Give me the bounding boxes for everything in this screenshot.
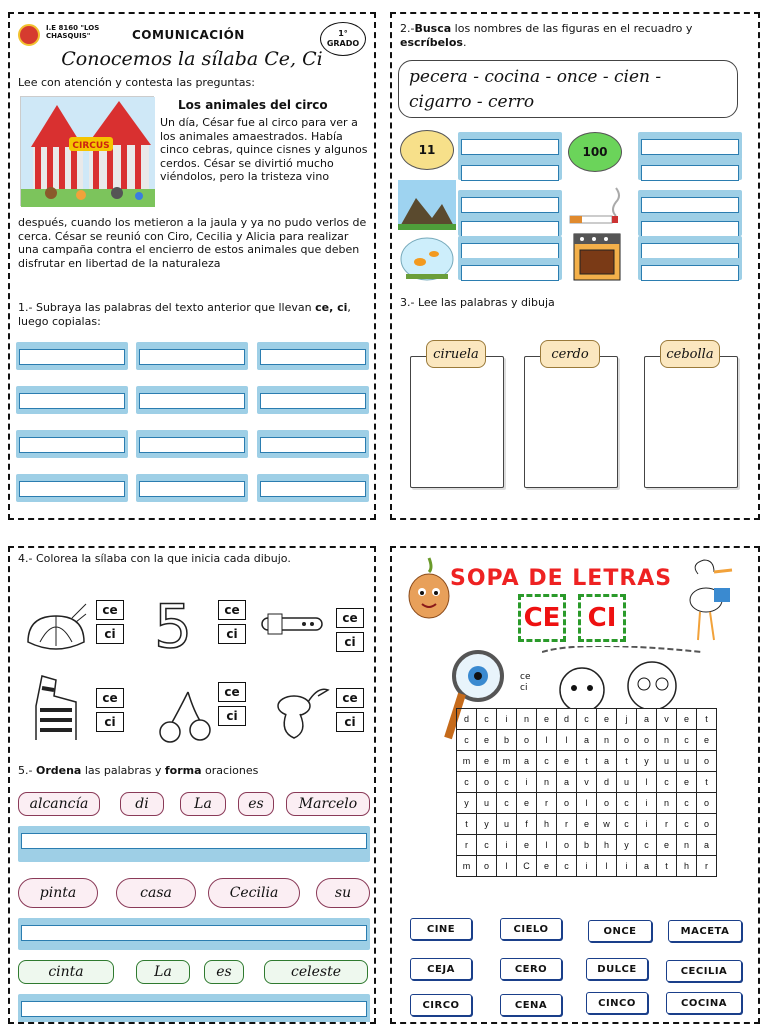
circus-sign: CIRCUS <box>72 141 110 151</box>
syllable-reminder <box>520 672 531 694</box>
grid-cell[interactable]: t <box>577 751 597 772</box>
question-2-bold-2: escríbelos <box>400 36 463 49</box>
grid-cell[interactable]: l <box>637 772 657 793</box>
grid-row <box>457 814 717 835</box>
grid-cell[interactable]: e <box>597 709 617 730</box>
grid-row <box>457 709 717 730</box>
word-item: CENA <box>500 994 562 1016</box>
grid-cell[interactable]: n <box>657 730 677 751</box>
word-cloud[interactable]: casa <box>116 878 196 908</box>
answer-line[interactable] <box>257 342 369 370</box>
answer-line[interactable] <box>257 386 369 414</box>
grid-cell[interactable]: c <box>557 856 577 877</box>
find-names-panel <box>390 12 760 520</box>
grid-cell[interactable]: b <box>497 730 517 751</box>
grid-cell[interactable]: v <box>657 709 677 730</box>
syllable-ci-card: CI <box>578 594 626 642</box>
syllable-ce[interactable]: ce <box>96 600 124 620</box>
grid-cell[interactable]: d <box>597 772 617 793</box>
number-five-icon: 5 <box>154 592 193 662</box>
grid-cell[interactable]: o <box>557 835 577 856</box>
question-5 <box>18 764 258 777</box>
number-hundred-badge: 100 <box>568 132 622 172</box>
word-search-panel <box>390 546 760 1024</box>
grid-cell[interactable]: d <box>557 709 577 730</box>
grid-cell[interactable]: c <box>617 814 637 835</box>
grid-cell[interactable]: a <box>557 772 577 793</box>
sentence-line[interactable] <box>18 826 370 862</box>
grid-row <box>457 730 717 751</box>
grid-row <box>457 793 717 814</box>
grid-cell[interactable]: c <box>677 793 697 814</box>
school-name: I.E 8160 "LOS CHASQUIS" <box>46 24 100 40</box>
word-chip[interactable]: es <box>238 792 274 816</box>
grid-cell[interactable]: u <box>497 814 517 835</box>
cigarette-icon <box>568 182 626 232</box>
subject-title: COMUNICACIÓN <box>132 28 245 42</box>
word-bank: pecera - cocina - once - cien - cigarro - cerro <box>398 60 738 118</box>
answer-line[interactable] <box>638 158 742 180</box>
word-tag-cebolla: cebolla <box>660 340 720 368</box>
grid-cell[interactable]: c <box>497 772 517 793</box>
onion-mascot-icon <box>406 556 452 626</box>
grid-cell[interactable]: u <box>477 793 497 814</box>
cherries-icon <box>156 688 216 748</box>
grid-cell[interactable]: r <box>537 793 557 814</box>
story-paragraph-continued: después, cuando los metieron a la jaula y ya no pudo verlos de cerca. César se reunió con Ciro, Cecilia y Alicia para realizar una campaña contra el encierro de estos animales que deben disfrutar en libertad de la naturaleza <box>18 216 367 270</box>
mini-ci: ci <box>520 683 528 693</box>
grid-cell[interactable]: e <box>517 835 537 856</box>
grid-cell[interactable]: r <box>697 856 717 877</box>
answer-line[interactable] <box>16 386 128 414</box>
grid-cell[interactable]: i <box>617 856 637 877</box>
question-5-bold-2: forma <box>164 764 202 777</box>
grid-cell[interactable]: u <box>677 751 697 772</box>
question-2-bold: Busca <box>414 22 452 35</box>
onion-icon <box>20 598 90 662</box>
answer-line[interactable] <box>136 430 248 458</box>
grid-cell[interactable]: h <box>537 814 557 835</box>
word-chip[interactable]: celeste <box>264 960 368 984</box>
grid-cell[interactable]: m <box>457 751 477 772</box>
grid-cell[interactable]: a <box>697 835 717 856</box>
grid-cell[interactable]: i <box>497 835 517 856</box>
fishbowl-icon <box>398 232 456 282</box>
answer-line[interactable] <box>16 474 128 502</box>
grid-cell[interactable]: i <box>577 856 597 877</box>
word-cloud[interactable]: Cecilia <box>208 878 300 908</box>
grid-cell[interactable]: C <box>517 856 537 877</box>
grid-cell[interactable]: y <box>617 835 637 856</box>
word-chip[interactable]: La <box>180 792 226 816</box>
grid-cell[interactable]: o <box>697 814 717 835</box>
answer-line[interactable] <box>638 214 742 236</box>
question-5-number: 5.- <box>18 764 36 777</box>
story-paragraph: Un día, César fue al circo para ver a los animales amaestrados. Había cinco cebras, quince cisnes y algunos cerdos. César se divirtió mucho viéndolos, pero la tristeza vino <box>160 116 368 183</box>
answer-line[interactable] <box>136 474 248 502</box>
question-5-bold: Ordena <box>35 764 82 777</box>
school-logo-icon <box>18 24 40 46</box>
answer-line[interactable] <box>136 386 248 414</box>
grid-cell[interactable]: a <box>637 856 657 877</box>
grid-cell[interactable]: l <box>537 835 557 856</box>
word-item: COCINA <box>666 992 742 1014</box>
syllable-ce[interactable]: ce <box>218 600 246 620</box>
stork-icon <box>260 684 334 748</box>
letter-grid <box>456 708 717 877</box>
grid-cell[interactable]: a <box>517 751 537 772</box>
mini-ce: ce <box>520 672 531 682</box>
grid-cell[interactable]: r <box>657 814 677 835</box>
grid-row <box>457 772 717 793</box>
word-tag-cerdo: cerdo <box>540 340 600 368</box>
grid-cell[interactable]: c <box>577 709 597 730</box>
grid-cell[interactable]: n <box>657 793 677 814</box>
grid-cell[interactable]: u <box>617 772 637 793</box>
grid-cell[interactable]: l <box>497 856 517 877</box>
grid-cell[interactable]: n <box>677 835 697 856</box>
grid-cell[interactable]: o <box>637 730 657 751</box>
grid-cell[interactable]: e <box>477 751 497 772</box>
grid-cell[interactable]: n <box>597 730 617 751</box>
grid-cell[interactable]: t <box>457 814 477 835</box>
story-title: Los animales del circo <box>178 98 328 112</box>
grid-cell[interactable]: l <box>537 730 557 751</box>
grid-cell[interactable]: l <box>557 730 577 751</box>
drawing-box[interactable] <box>644 356 738 488</box>
kids-peeking-icon <box>542 646 702 712</box>
word-item: CINE <box>410 918 472 940</box>
circus-illustration <box>20 96 154 206</box>
grid-cell[interactable]: y <box>637 751 657 772</box>
grade-label: GRADO <box>326 39 360 48</box>
grid-cell[interactable]: i <box>637 793 657 814</box>
grid-cell[interactable]: c <box>637 835 657 856</box>
grid-cell[interactable]: b <box>577 835 597 856</box>
grid-cell[interactable]: e <box>697 730 717 751</box>
grid-cell[interactable]: d <box>457 709 477 730</box>
syllable-ce-card: CE <box>518 594 566 642</box>
grid-cell[interactable]: o <box>697 751 717 772</box>
word-chip[interactable]: cinta <box>18 960 114 984</box>
reading-instruction: Lee con atención y contesta las preguntas: <box>18 76 255 89</box>
answer-line[interactable] <box>16 430 128 458</box>
stork-mascot-icon <box>678 552 740 648</box>
grid-cell[interactable]: c <box>677 730 697 751</box>
word-chip[interactable]: di <box>120 792 164 816</box>
grid-cell[interactable]: t <box>617 751 637 772</box>
answer-line[interactable] <box>638 132 742 160</box>
grid-cell[interactable]: m <box>457 856 477 877</box>
grid-cell[interactable]: e <box>517 793 537 814</box>
grid-cell[interactable]: f <box>517 814 537 835</box>
drawing-box[interactable] <box>524 356 618 488</box>
belt-icon <box>260 604 330 648</box>
answer-line[interactable] <box>458 158 562 180</box>
question-1-bold: ce, ci <box>315 301 348 314</box>
grid-row <box>457 856 717 877</box>
stove-icon <box>568 230 626 280</box>
grid-cell[interactable]: v <box>577 772 597 793</box>
syllable-ce[interactable]: ce <box>96 688 124 708</box>
grid-cell[interactable]: o <box>477 772 497 793</box>
word-cloud[interactable]: su <box>316 878 370 908</box>
word-item: DULCE <box>586 958 648 980</box>
grid-cell[interactable]: a <box>637 709 657 730</box>
grid-cell[interactable]: e <box>537 856 557 877</box>
grid-cell[interactable]: c <box>677 814 697 835</box>
grid-cell[interactable]: t <box>697 772 717 793</box>
grid-cell[interactable]: c <box>497 793 517 814</box>
grid-cell[interactable]: c <box>477 835 497 856</box>
grid-cell[interactable]: m <box>497 751 517 772</box>
grid-cell[interactable]: e <box>557 751 577 772</box>
grid-cell[interactable]: e <box>577 814 597 835</box>
grid-cell[interactable]: t <box>657 856 677 877</box>
grid-cell[interactable]: o <box>557 793 577 814</box>
grid-cell[interactable]: c <box>477 709 497 730</box>
question-2-end: . <box>462 36 467 49</box>
zebra-icon <box>22 666 86 750</box>
syllable-ci[interactable]: ci <box>336 632 364 652</box>
word-chip[interactable]: Marcelo <box>286 792 370 816</box>
word-chip[interactable]: alcancía <box>18 792 100 816</box>
question-2 <box>400 22 752 50</box>
grid-cell[interactable]: o <box>597 793 617 814</box>
drawing-box[interactable] <box>410 356 504 488</box>
question-1-text: 1.- Subraya las palabras del texto anterior que llevan <box>18 301 316 314</box>
question-2-text: los nombres de las figuras en el recuadro y <box>451 22 693 35</box>
answer-line[interactable] <box>458 258 562 280</box>
sentence-line[interactable] <box>18 994 370 1024</box>
question-1-end: , luego copialas: <box>18 301 351 328</box>
word-item: CERO <box>500 958 562 980</box>
grade-number: 1° <box>338 29 348 38</box>
syllables-panel <box>8 546 376 1024</box>
word-item: CIELO <box>500 918 562 940</box>
question-3: 3.- Lee las palabras y dibuja <box>400 296 555 309</box>
hill-icon <box>398 180 456 230</box>
syllable-ci[interactable]: ci <box>96 624 124 644</box>
grid-cell[interactable]: i <box>497 709 517 730</box>
word-search-title: SOPA DE LETRAS <box>450 566 673 591</box>
grid-cell[interactable]: n <box>537 772 557 793</box>
question-1 <box>18 301 372 329</box>
answer-line[interactable] <box>257 430 369 458</box>
word-chip[interactable]: es <box>204 960 244 984</box>
word-item: MACETA <box>668 920 742 942</box>
syllable-ci[interactable]: ci <box>336 712 364 732</box>
syllable-ci[interactable]: ci <box>218 624 246 644</box>
grid-cell[interactable]: o <box>517 730 537 751</box>
syllable-ce[interactable]: ce <box>336 688 364 708</box>
question-5-text: las palabras y <box>81 764 165 777</box>
word-item: CEJA <box>410 958 472 980</box>
grid-cell[interactable]: e <box>677 709 697 730</box>
grid-cell[interactable]: u <box>657 751 677 772</box>
answer-line[interactable] <box>458 132 562 160</box>
grid-cell[interactable]: c <box>537 751 557 772</box>
question-2-number: 2.- <box>400 22 415 35</box>
grid-cell[interactable]: o <box>477 856 497 877</box>
sentence-line[interactable] <box>18 918 370 950</box>
grid-cell[interactable]: i <box>637 814 657 835</box>
grid-row <box>457 751 717 772</box>
word-chip[interactable]: La <box>136 960 190 984</box>
grid-cell[interactable]: y <box>477 814 497 835</box>
grid-cell[interactable]: c <box>657 772 677 793</box>
grid-cell[interactable]: h <box>597 835 617 856</box>
lesson-panel <box>8 12 376 520</box>
grid-cell[interactable]: j <box>617 709 637 730</box>
grid-cell[interactable]: r <box>557 814 577 835</box>
grid-cell[interactable]: a <box>577 730 597 751</box>
grid-cell[interactable]: n <box>517 709 537 730</box>
grid-cell[interactable]: e <box>477 730 497 751</box>
grid-cell[interactable]: a <box>597 751 617 772</box>
answer-line[interactable] <box>16 342 128 370</box>
grid-cell[interactable]: l <box>597 856 617 877</box>
grid-cell[interactable]: r <box>457 835 477 856</box>
grid-cell[interactable]: o <box>697 793 717 814</box>
question-4: 4.- Colorea la sílaba con la que inicia cada dibujo. <box>18 552 291 565</box>
syllable-ci[interactable]: ci <box>96 712 124 732</box>
answer-line[interactable] <box>136 342 248 370</box>
grid-cell[interactable]: c <box>457 772 477 793</box>
syllable-ci[interactable]: ci <box>218 706 246 726</box>
word-item: CECILIA <box>666 960 742 982</box>
word-item: CIRCO <box>410 994 472 1016</box>
word-tag-ciruela: ciruela <box>426 340 486 368</box>
grid-cell[interactable]: l <box>577 793 597 814</box>
grid-cell[interactable]: c <box>617 793 637 814</box>
grid-cell[interactable]: i <box>517 772 537 793</box>
grid-cell[interactable]: o <box>617 730 637 751</box>
grid-cell[interactable]: e <box>537 709 557 730</box>
grid-cell[interactable]: w <box>597 814 617 835</box>
word-cloud[interactable]: pinta <box>18 878 98 908</box>
answer-line[interactable] <box>257 474 369 502</box>
page-title: Conocemos la sílaba Ce, Ci <box>61 48 323 70</box>
question-5-end: oraciones <box>201 764 259 777</box>
grid-cell[interactable]: e <box>677 772 697 793</box>
word-item: ONCE <box>588 920 652 942</box>
number-eleven-badge: 11 <box>400 130 454 170</box>
grid-row <box>457 835 717 856</box>
word-item: CINCO <box>586 992 648 1014</box>
syllable-ce[interactable]: ce <box>336 608 364 628</box>
grid-cell[interactable]: c <box>457 730 477 751</box>
grid-cell[interactable]: h <box>677 856 697 877</box>
syllable-ce[interactable]: ce <box>218 682 246 702</box>
answer-line[interactable] <box>458 214 562 236</box>
grid-cell[interactable]: t <box>697 709 717 730</box>
answer-line[interactable] <box>638 258 742 280</box>
grid-cell[interactable]: e <box>657 835 677 856</box>
grid-cell[interactable]: y <box>457 793 477 814</box>
